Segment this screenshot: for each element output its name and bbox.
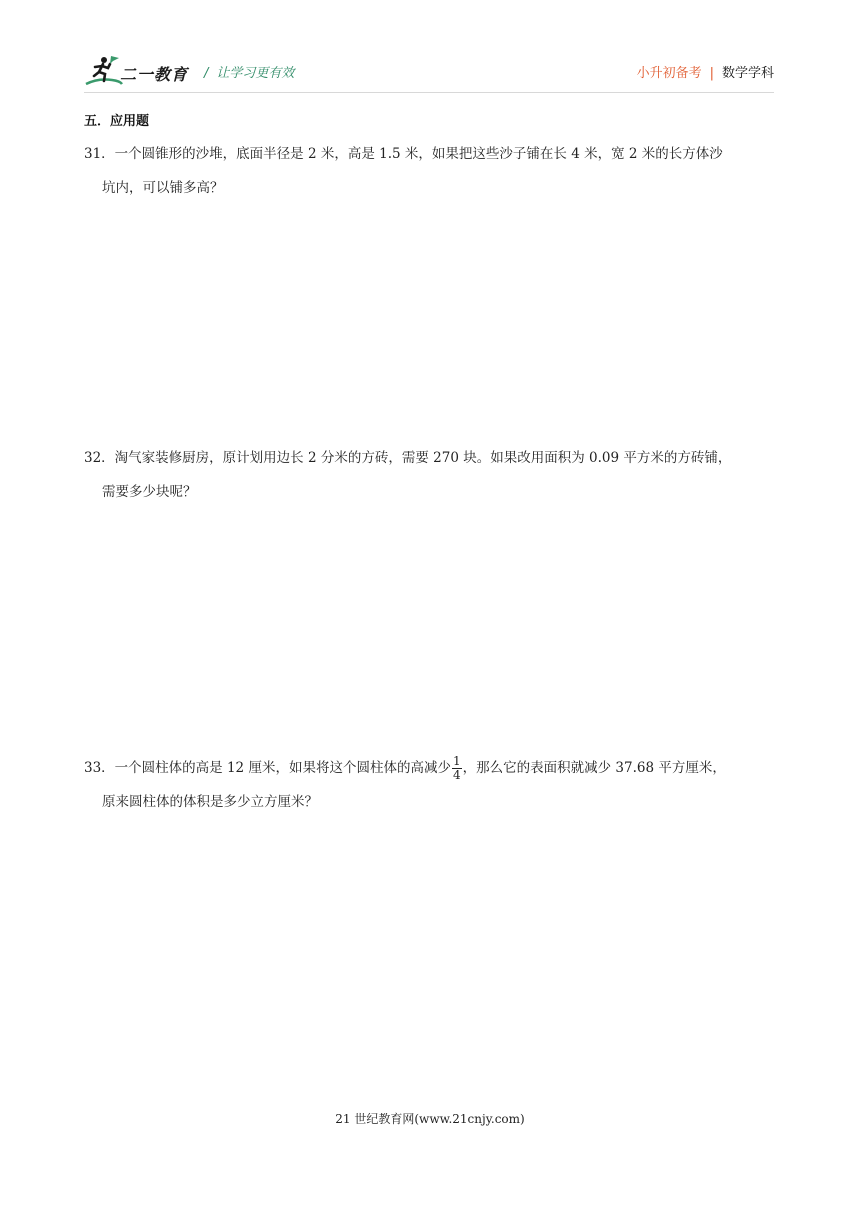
fraction-denominator: 4 <box>452 768 461 782</box>
slogan-slash: / <box>204 66 209 81</box>
question-33 <box>84 751 776 819</box>
header-right <box>637 62 774 81</box>
page-footer: 21 世纪教育网(www.21cnjy.com) <box>335 1112 525 1126</box>
question-31 <box>84 137 776 205</box>
question-31-line1: 31．一个圆锥形的沙堆，底面半径是 2 米，高是 1.5 米，如果把这些沙子铺在长 4 米，宽 2 米的长方体沙 <box>84 146 723 162</box>
subject-label: 数学学科 <box>721 66 774 81</box>
header-separator: | <box>709 66 714 81</box>
section-title: 五．应用题 <box>84 114 150 129</box>
slogan-text: 让学习更有效 <box>216 66 295 81</box>
question-32 <box>84 441 776 509</box>
runner-flag-icon <box>84 54 124 88</box>
question-33-line2: 原来圆柱体的体积是多少立方厘米？ <box>102 794 318 810</box>
question-32-line1: 32．淘气家装修厨房，原计划用边长 2 分米的方砖，需要 270 块。如果改用面积为 0.09 平方米的方砖铺， <box>84 450 732 466</box>
logo-text: 二一教育 <box>120 65 189 84</box>
fraction-numerator: 1 <box>452 754 461 768</box>
question-33-line1-after: ，那么它的表面积就减少 37.68 平方厘米， <box>462 760 726 776</box>
slogan <box>204 62 294 81</box>
logo <box>84 54 194 88</box>
fraction-one-quarter <box>452 755 462 782</box>
question-31-line2: 坑内，可以铺多高？ <box>102 180 224 196</box>
page-header <box>84 52 774 93</box>
exam-label: 小升初备考 <box>636 66 702 81</box>
question-32-line2: 需要多少块呢？ <box>102 484 197 500</box>
question-33-line1-before: 33．一个圆柱体的高是 12 厘米，如果将这个圆柱体的高减少 <box>84 760 451 776</box>
